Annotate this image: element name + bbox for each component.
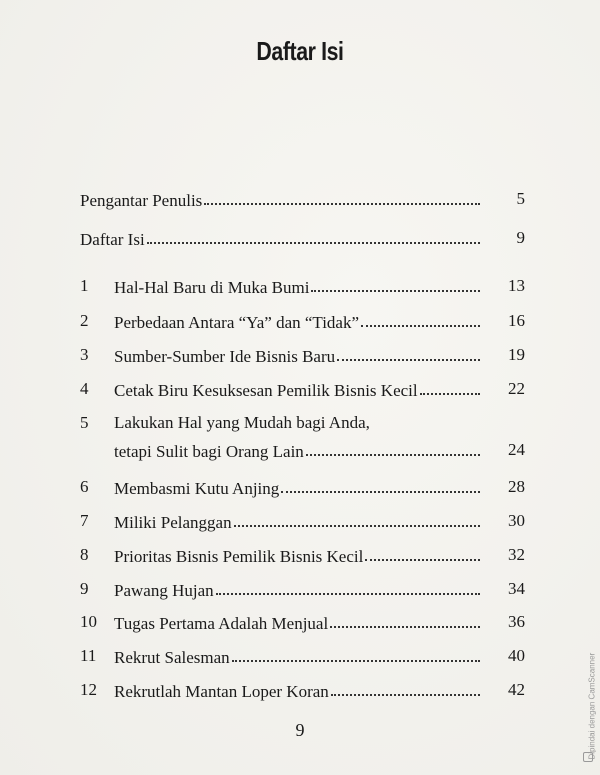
scanner-watermark xyxy=(582,600,597,770)
dot-leader xyxy=(330,608,480,628)
entry-page: 30 xyxy=(508,511,525,530)
chapter-number: 11 xyxy=(80,646,97,665)
toc-entry-chapter-4[interactable] xyxy=(80,376,525,402)
toc-entry-chapter-6[interactable] xyxy=(80,474,525,500)
entry-page: 22 xyxy=(508,379,525,398)
entry-page: 19 xyxy=(508,345,525,364)
entry-page: 9 xyxy=(516,228,525,247)
toc-entry-chapter-5-line2[interactable] xyxy=(80,437,525,463)
chapter-number: 6 xyxy=(80,477,89,496)
watermark-text: Dipindai dengan CamScanner xyxy=(587,652,597,760)
toc-entry-chapter-1[interactable] xyxy=(80,273,525,299)
entry-label: Miliki Pelanggan xyxy=(114,513,232,532)
entry-label: Hal-Hal Baru di Muka Bumi xyxy=(114,278,310,297)
toc-entry-chapter-12[interactable] xyxy=(80,677,525,703)
entry-page: 32 xyxy=(508,545,525,564)
entry-page: 24 xyxy=(508,440,525,459)
dot-leader xyxy=(365,541,480,561)
dot-leader xyxy=(234,507,480,527)
entry-page: 13 xyxy=(508,276,525,295)
dot-leader xyxy=(232,642,480,662)
dot-leader xyxy=(311,272,480,292)
chapter-number: 3 xyxy=(80,345,89,364)
dot-leader xyxy=(331,676,480,696)
entry-label: tetapi Sulit bagi Orang Lain xyxy=(114,442,304,461)
dot-leader xyxy=(337,341,480,361)
chapter-number: 10 xyxy=(80,612,97,631)
dot-leader xyxy=(147,224,480,244)
dot-leader xyxy=(361,307,480,327)
entry-label-line1: Lakukan Hal yang Mudah bagi Anda, xyxy=(114,413,370,432)
entry-label: Tugas Pertama Adalah Menjual xyxy=(114,614,329,633)
chapter-number: 7 xyxy=(80,511,89,530)
toc-entry-chapter-11[interactable] xyxy=(80,643,525,669)
camscanner-icon xyxy=(583,752,593,762)
entry-page: 42 xyxy=(508,680,525,699)
toc-entry-pengantar[interactable] xyxy=(80,186,525,212)
entry-label: Cetak Biru Kesuksesan Pemilik Bisnis Kecil xyxy=(114,381,418,400)
chapter-number: 4 xyxy=(80,379,89,398)
entry-label: Membasmi Kutu Anjing xyxy=(114,479,280,498)
toc-entry-chapter-3[interactable] xyxy=(80,342,525,368)
chapter-number: 12 xyxy=(80,680,97,699)
entry-page: 5 xyxy=(516,189,525,208)
dot-leader xyxy=(216,575,480,595)
entry-label: Daftar Isi xyxy=(80,230,145,249)
dot-leader xyxy=(281,473,480,493)
page-number: 9 xyxy=(295,720,305,740)
toc-entry-daftar-isi[interactable] xyxy=(80,225,525,251)
entry-label: Rekrutlah Mantan Loper Koran xyxy=(114,682,329,701)
dot-leader xyxy=(204,185,480,205)
entry-label: Perbedaan Antara “Ya” dan “Tidak” xyxy=(114,313,360,332)
entry-label: Pengantar Penulis xyxy=(80,191,203,210)
chapter-number: 5 xyxy=(80,413,89,432)
toc-entry-chapter-7[interactable] xyxy=(80,508,525,534)
dot-leader xyxy=(306,436,480,456)
entry-page: 28 xyxy=(508,477,525,496)
chapter-number: 8 xyxy=(80,545,89,564)
entry-label: Prioritas Bisnis Pemilik Bisnis Kecil xyxy=(114,547,364,566)
entry-page: 34 xyxy=(508,579,525,598)
entry-page: 36 xyxy=(508,612,525,631)
toc-entry-chapter-2[interactable] xyxy=(80,308,525,334)
chapter-number: 1 xyxy=(80,276,89,295)
entry-label: Pawang Hujan xyxy=(114,581,214,600)
toc-entry-chapter-9[interactable] xyxy=(80,576,525,602)
page-title: Daftar Isi xyxy=(256,36,344,66)
entry-label: Rekrut Salesman xyxy=(114,648,230,667)
entry-page: 16 xyxy=(508,311,525,330)
entry-page: 40 xyxy=(508,646,525,665)
dot-leader xyxy=(420,375,480,395)
chapter-number: 2 xyxy=(80,311,89,330)
toc-entry-chapter-10[interactable] xyxy=(80,609,525,635)
chapter-number: 9 xyxy=(80,579,89,598)
toc-entry-chapter-8[interactable] xyxy=(80,542,525,568)
entry-label: Sumber-Sumber Ide Bisnis Baru xyxy=(114,347,336,366)
